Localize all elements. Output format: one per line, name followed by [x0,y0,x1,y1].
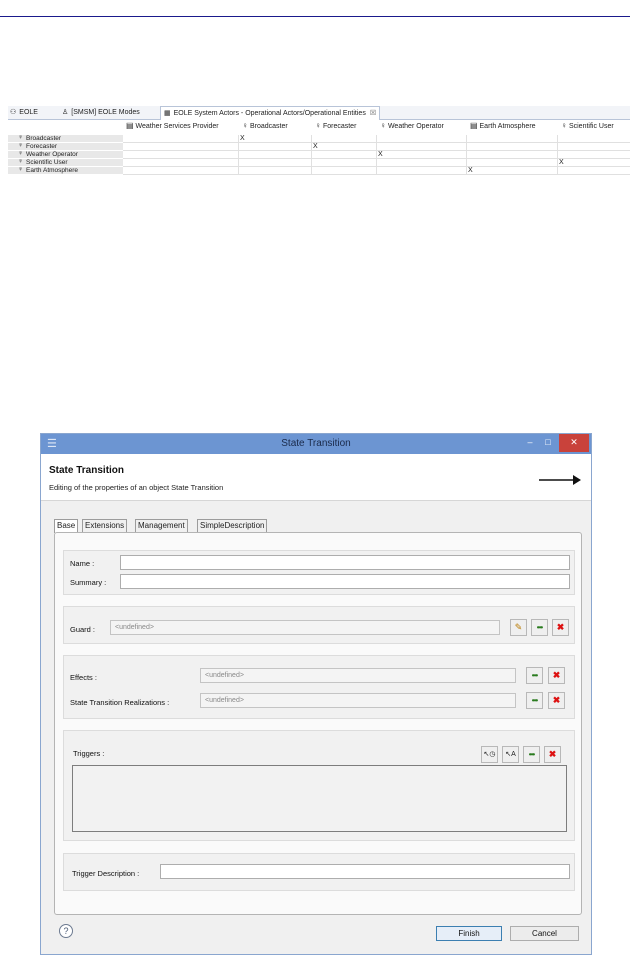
tab-smsm-eole-modes[interactable]: ♙ [SMSM] EOLE Modes [62,106,140,119]
finish-button[interactable]: Finish [436,926,502,941]
actor-icon: ♀ [18,142,24,149]
tab-system-actors-matrix[interactable]: ▦ EOLE System Actors - Operational Actors/Operational Entities ☒ [160,106,380,120]
close-window-button[interactable]: ✕ [559,434,589,452]
browse-dots-icon[interactable]: ••• [531,619,548,636]
trigger-description-label: Trigger Description : [72,869,140,878]
actor-icon: ♀ [315,121,321,130]
matrix-cell-mark[interactable]: X [313,143,318,150]
row-header[interactable]: Scientific User [8,159,123,167]
actor-icon: ♀ [18,134,24,141]
tab-base[interactable]: Base [54,519,78,533]
guard-label: Guard : [70,625,96,634]
effects-group [63,655,575,719]
actor-icon: ♀ [18,150,24,157]
delete-icon[interactable]: ✖ [552,619,569,636]
table-icon: ▦ [164,110,171,117]
add-time-trigger-icon[interactable]: ↖◷ [481,746,498,763]
row-header[interactable]: Forecaster [8,143,123,151]
triggers-list[interactable] [72,765,567,832]
editor-tab-bar [8,106,630,120]
entity-icon: ▤ [470,121,478,130]
row-header[interactable]: Broadcaster [8,135,123,143]
grid-line [557,135,558,175]
row-header[interactable]: Earth Atmosphere [8,167,123,175]
top-rule [0,16,630,17]
state-transition-dialog [40,433,592,955]
tab-content-base [54,532,582,915]
row-header[interactable]: Weather Operator [8,151,123,159]
tab-management[interactable]: Management [135,519,188,532]
actor-icon: ♀ [18,158,24,165]
tab-simpledescription[interactable]: SimpleDescription [197,519,267,532]
tab-eole[interactable]: ⚇ EOLE [10,106,38,119]
browse-dots-icon[interactable]: ••• [523,746,540,763]
effects-label: Effects : [70,673,97,682]
browse-dots-icon[interactable]: ••• [526,667,543,684]
summary-field[interactable] [120,574,570,589]
tab-extensions[interactable]: Extensions [82,519,127,532]
column-header[interactable]: ♀ Weather Operator [380,121,444,130]
name-field[interactable] [120,555,570,570]
name-label: Name : [70,559,95,568]
entity-icon: ▤ [126,121,134,130]
name-summary-group [63,550,575,595]
column-header[interactable]: ▤ Weather Services Provider [126,121,219,130]
diagram-icon: ⚇ [10,109,17,116]
grid-line [466,135,467,175]
column-header[interactable]: ♀ Forecaster [315,121,357,130]
window-title: State Transition [281,438,351,449]
add-change-trigger-icon[interactable]: ↖A [502,746,519,763]
help-icon[interactable]: ? [59,924,73,938]
summary-label: Summary : [70,578,107,587]
header-title: State Transition [49,465,125,476]
actor-icon: ♀ [380,121,386,130]
grid-line [238,135,239,175]
arrow-right-icon [537,472,583,488]
realizations-label: State Transition Realizations : [70,698,170,707]
edit-pencil-icon[interactable]: ✎ [510,619,527,636]
app-menu-icon[interactable]: ☰ [47,438,57,450]
actor-icon: ♀ [561,121,567,130]
cancel-button[interactable]: Cancel [510,926,579,941]
header-subtitle: Editing of the properties of an object State Transition [49,483,224,492]
actor-icon: ♀ [18,166,24,173]
matrix-cell-mark[interactable]: X [378,151,383,158]
column-header[interactable]: ▤ Earth Atmosphere [470,121,536,130]
matrix-cell-mark[interactable]: X [240,135,245,142]
delete-icon[interactable]: ✖ [548,692,565,709]
triggers-group [63,730,575,841]
column-header[interactable]: ♀ Broadcaster [242,121,288,130]
minimize-button[interactable]: ‒ [527,437,533,447]
grid-line [376,135,377,175]
dialog-header [41,454,591,501]
realizations-field[interactable]: <undefined> [200,693,516,708]
guard-group [63,606,575,644]
triggers-label: Triggers : [73,749,105,758]
effects-field[interactable]: <undefined> [200,668,516,683]
matrix-cell-mark[interactable]: X [468,167,473,174]
matrix-cell-mark[interactable]: X [559,159,564,166]
guard-field[interactable]: <undefined> [110,620,500,635]
trigger-description-field[interactable] [160,864,570,879]
window-titlebar[interactable] [41,434,591,454]
maximize-button[interactable]: □ [545,437,551,447]
trigger-description-group [63,853,575,891]
matrix-view [8,106,630,194]
column-header[interactable]: ♀ Scientific User [561,121,614,130]
delete-icon[interactable]: ✖ [544,746,561,763]
browse-dots-icon[interactable]: ••• [526,692,543,709]
delete-icon[interactable]: ✖ [548,667,565,684]
close-tab-icon[interactable]: ☒ [369,110,377,117]
people-icon: ♙ [62,109,69,116]
grid-line [311,135,312,175]
actor-icon: ♀ [242,121,248,130]
